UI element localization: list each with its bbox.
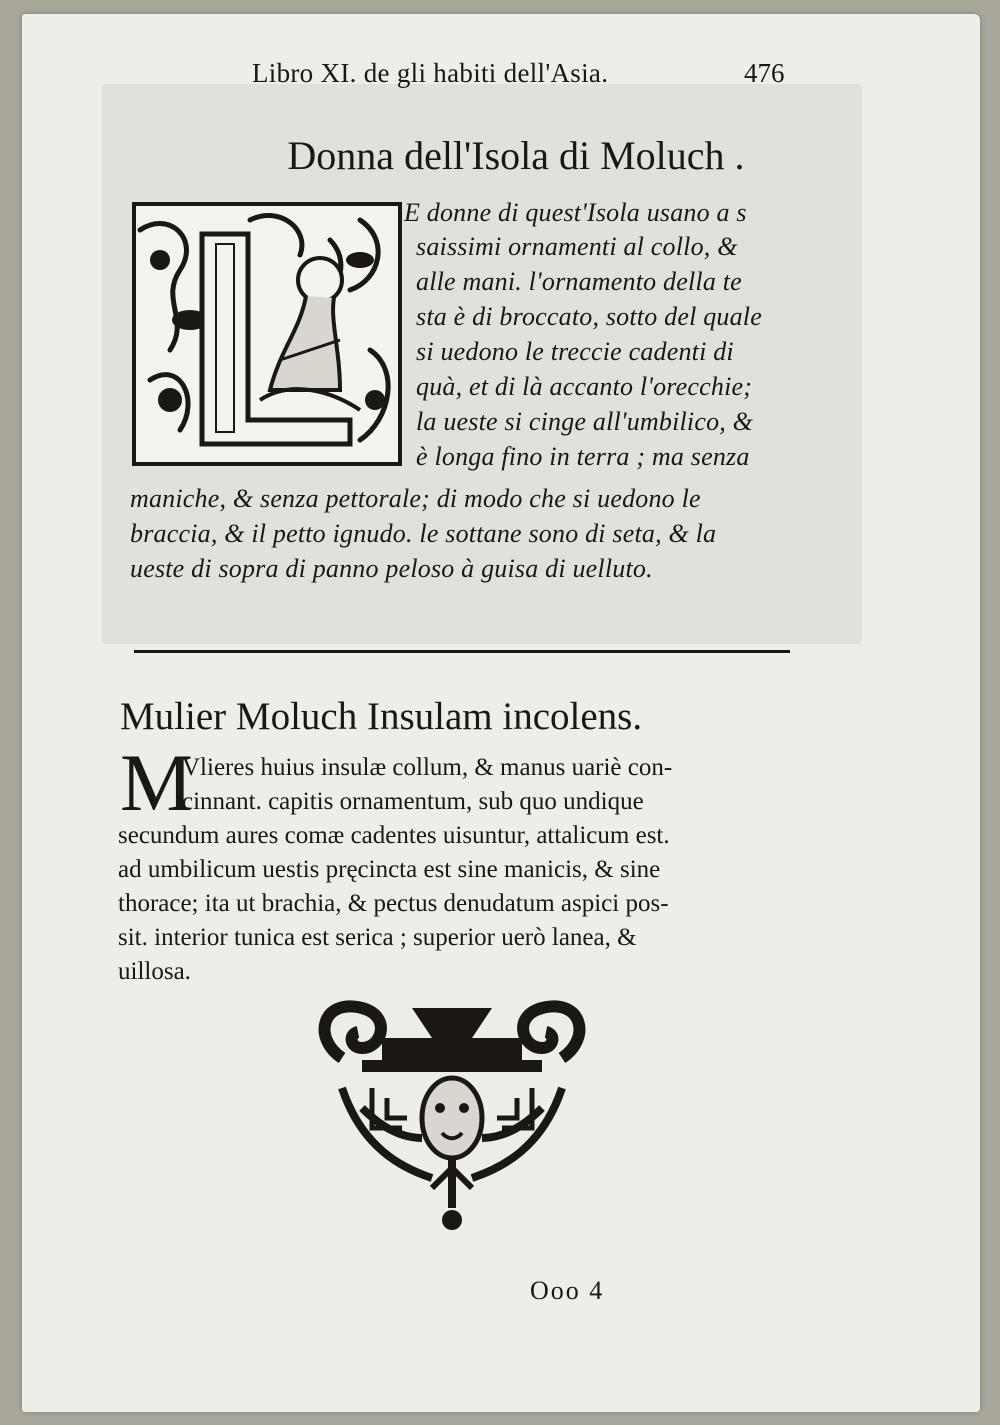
- running-head: Libro XI. de gli habiti dell'Asia.: [252, 58, 609, 88]
- italian-line: maniche, & senza pettorale; di modo che si uedono le: [130, 484, 701, 513]
- latin-line: thorace; ita ut brachia, & pectus denudatum aspici pos-: [118, 890, 669, 917]
- italian-line: sta è di broccato, sotto del quale: [416, 302, 762, 331]
- latin-line: Vlieres huius insulæ collum, & manus uariè con-: [182, 754, 673, 781]
- italian-line: saissimi ornamenti al collo, &: [416, 232, 738, 261]
- latin-line: cinnant. capitis ornamentum, sub quo undique: [182, 788, 644, 815]
- italian-line: ueste di sopra di panno peloso à guisa di uelluto.: [130, 554, 653, 583]
- latin-line: secundum aures comæ cadentes uisuntur, attalicum est.: [118, 822, 670, 849]
- section-divider: [134, 650, 790, 653]
- italian-title: Donna dell'Isola di Moluch .: [287, 133, 745, 178]
- italian-line: si uedono le treccie cadenti di: [416, 337, 734, 366]
- italian-line: E donne di quest'Isola usano a s: [404, 198, 747, 227]
- italian-line: braccia, & il petto ignudo. le sottane sono di seta, & la: [130, 519, 717, 548]
- italian-line: la ueste si cinge all'umbilico, &: [416, 407, 754, 436]
- italian-line: è longa fino in terra ; ma senza: [416, 442, 750, 471]
- signature-mark: Ooo 4: [530, 1276, 605, 1305]
- latin-line: ad umbilicum uestis pręcincta est sine manicis, & sine: [118, 856, 661, 883]
- woodcut-grotesque-mask-ornament-icon: [302, 998, 602, 1238]
- latin-line: sit. interior tunica est serica ; superior uerò lanea, &: [118, 924, 637, 951]
- italian-line: quà, et di là accanto l'orecchie;: [416, 372, 753, 401]
- latin-line: uillosa.: [118, 958, 191, 985]
- italian-line: alle mani. l'ornamento della te: [416, 267, 742, 296]
- page-sheet: [22, 14, 980, 1412]
- page-number: 476: [744, 58, 785, 88]
- woodcut-initial-L-icon: [130, 200, 404, 468]
- latin-title: Mulier Moluch Insulam incolens.: [120, 695, 643, 738]
- latin-initial: M: [120, 737, 193, 828]
